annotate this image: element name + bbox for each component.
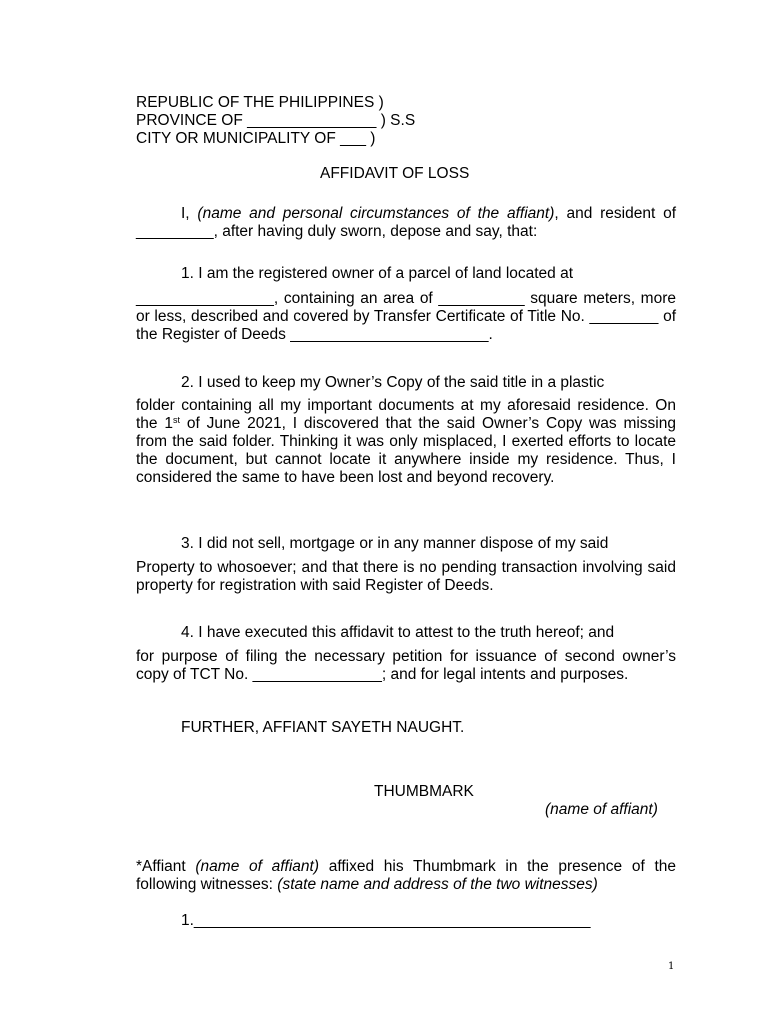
item-2-lead: 2. I used to keep my Owner’s Copy of the said title in a plastic <box>181 374 605 391</box>
closing-statement: FURTHER, AFFIANT SAYETH NAUGHT. <box>181 719 465 736</box>
witness-note <box>136 858 676 894</box>
thumbmark-label: THUMBMARK <box>374 783 474 800</box>
caption-block <box>136 94 415 148</box>
item-4-lead: 4. I have executed this affidavit to attest to the truth hereof; and <box>181 624 615 641</box>
caption-province: PROVINCE OF _______________ ) S.S <box>136 112 416 129</box>
intro-post: , and resident of _________, after having duly sworn, depose and say, that: <box>136 205 676 240</box>
document-title: AFFIDAVIT OF LOSS <box>320 165 470 182</box>
affiant-name-text: (name of affiant) <box>545 801 658 818</box>
item-2-body-a: folder containing all my important documents at my aforesaid residence. On the 1 <box>136 397 676 432</box>
item-1-lead: 1. I am the registered owner of a parcel of land located at <box>181 265 574 282</box>
witness-note-mid: affixed his Thumbmark in the presence of the following witnesses: <box>136 858 677 893</box>
witness-line-1: 1.______________________________________________ <box>181 912 591 929</box>
witness-note-affiant: (name of affiant) <box>195 858 320 875</box>
intro-paragraph <box>136 205 676 241</box>
caption-city: CITY OR MUNICIPALITY OF ___ ) <box>136 130 376 147</box>
item-2-body-b: of June 2021, I discovered that the said Owner’s Copy was missing from the said folder. Thinking it was only misplaced, I exerted efforts to locate the document, but cannot locate it anywhere inside my residence. Thus, I considered the same to have been lost and beyond recovery. <box>136 415 676 486</box>
caption-republic: REPUBLIC OF THE PHILIPPINES ) <box>136 94 384 111</box>
page-number: 1 <box>668 961 675 972</box>
item-2-body <box>136 397 676 487</box>
item-4-body: for purpose of filing the necessary petition for issuance of second owner’s copy of TCT No. _______________; and for legal intents and purposes. <box>136 648 676 683</box>
item-3-lead: 3. I did not sell, mortgage or in any manner dispose of my said <box>181 535 609 552</box>
item-3-body: Property to whosoever; and that there is no pending transaction involving said property for registration with said Register of Deeds. <box>136 559 676 594</box>
item-1-body: ________________, containing an area of __________ square meters, more or less, described and covered by Transfer Certificate of Title No. ________ of the Register of Deeds _______________________. <box>136 290 676 343</box>
witness-note-pre: *Affiant <box>136 858 196 875</box>
witness-note-instruction: (state name and address of the two witnesses) <box>277 876 598 893</box>
ordinal-suffix: st <box>173 415 181 425</box>
intro-affiant-placeholder: (name and personal circumstances of the affiant) <box>197 205 555 222</box>
affiant-name-placeholder <box>545 801 658 819</box>
intro-pre: I, <box>181 205 198 222</box>
